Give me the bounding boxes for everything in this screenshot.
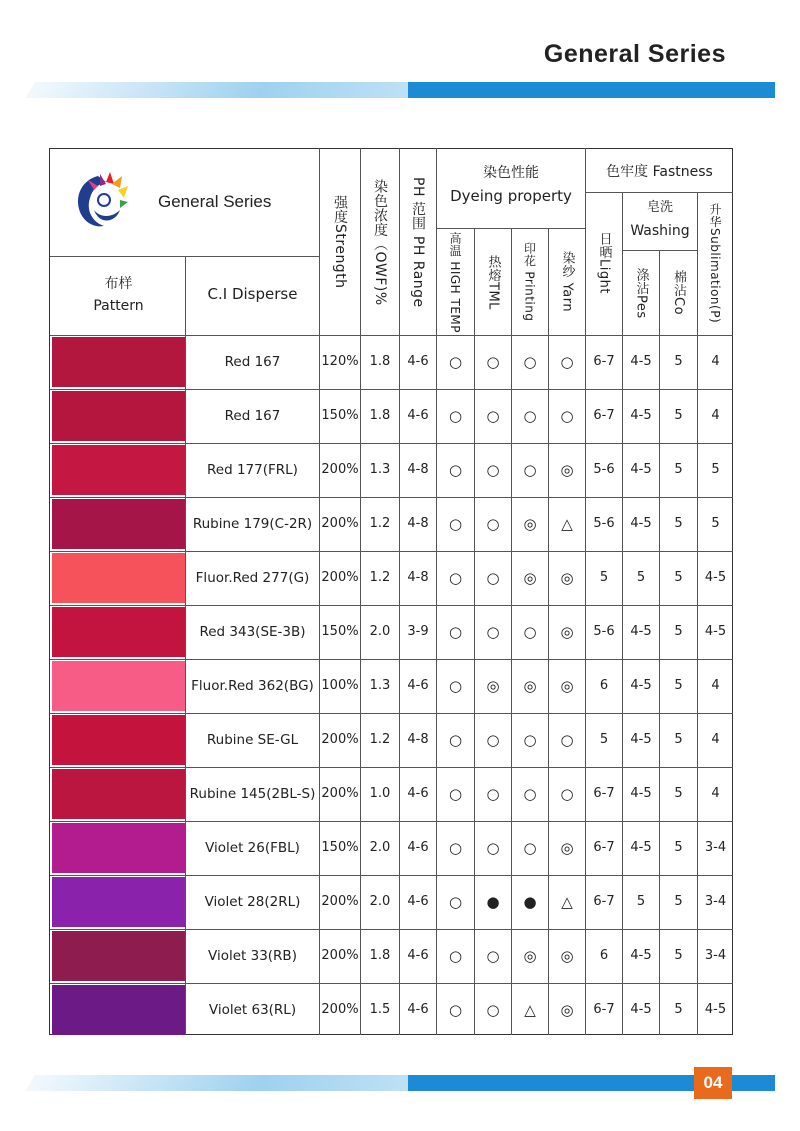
cell-yarn: ◎ <box>560 839 574 857</box>
cell-owf: 1.2 <box>369 732 391 748</box>
grid-line <box>622 192 623 1035</box>
logo-label: General Series <box>158 191 272 211</box>
cell-yarn: ○ <box>560 785 574 803</box>
cell-yarn: ○ <box>560 407 574 425</box>
pattern-swatch <box>52 769 185 819</box>
cell-strength: 100% <box>321 678 359 694</box>
cell-high-temp: ○ <box>448 893 463 911</box>
cell-co: 5 <box>674 786 683 802</box>
header-washing-cn: 皂洗 <box>646 200 673 216</box>
cell-high-temp: ○ <box>448 407 463 425</box>
cell-pes: 4-5 <box>630 1002 652 1018</box>
grid-line <box>50 983 733 984</box>
cell-sublimation: 3-4 <box>704 894 727 910</box>
cell-printing: ○ <box>523 623 537 641</box>
cell-printing: ◎ <box>523 569 537 587</box>
cell-printing: ◎ <box>523 947 537 965</box>
cell-yarn: ◎ <box>560 569 574 587</box>
cell-printing: ○ <box>523 461 537 479</box>
grid-line <box>50 605 733 606</box>
grid-line <box>50 713 733 714</box>
cell-strength: 120% <box>321 354 359 370</box>
cell-yarn: ○ <box>560 731 574 749</box>
cell-ph: 4-6 <box>407 948 429 964</box>
cell-yarn: △ <box>561 893 573 911</box>
header-sublimation: 升华Sublimation(P) <box>708 202 722 324</box>
cell-ci-name: Violet 28(2RL) <box>204 893 301 910</box>
grid-line <box>50 875 733 876</box>
cell-tml: ○ <box>486 731 500 749</box>
cell-sublimation: 4-5 <box>704 570 727 586</box>
cell-ph: 4-8 <box>407 516 429 532</box>
cell-light: 6-7 <box>593 408 615 424</box>
grid-line <box>185 335 186 1035</box>
cell-tml: ◎ <box>486 677 500 695</box>
header-tml: 热熔TML <box>485 254 501 310</box>
header-dyeing-cn: 染色性能 <box>483 164 539 181</box>
cell-yarn: ◎ <box>560 677 574 695</box>
cell-printing: ◎ <box>523 515 537 533</box>
cell-sublimation: 5 <box>711 462 720 478</box>
pattern-swatch <box>52 391 185 441</box>
header-ci-disperse: C.I Disperse <box>207 285 298 303</box>
cell-strength: 150% <box>321 624 359 640</box>
cell-ph: 4-8 <box>407 462 429 478</box>
cell-high-temp: ○ <box>448 731 463 749</box>
cell-tml: ○ <box>486 785 500 803</box>
cell-ph: 4-6 <box>407 894 429 910</box>
cell-ph: 4-6 <box>407 786 429 802</box>
pattern-swatch <box>52 499 185 549</box>
cell-yarn: ○ <box>560 353 574 371</box>
cell-light: 6-7 <box>593 840 615 856</box>
cell-strength: 200% <box>321 570 359 586</box>
cell-co: 5 <box>674 678 683 694</box>
cell-yarn: ◎ <box>560 461 574 479</box>
cell-high-temp: ○ <box>448 947 463 965</box>
cell-co: 5 <box>674 408 683 424</box>
cell-tml: ○ <box>486 407 500 425</box>
cell-co: 5 <box>674 732 683 748</box>
pattern-swatch <box>52 877 185 927</box>
cell-light: 5 <box>599 570 609 586</box>
cell-sublimation: 4 <box>711 354 720 370</box>
cell-ci-name: Red 167 <box>224 353 281 370</box>
cell-printing: ● <box>523 893 537 911</box>
cell-yarn: ◎ <box>560 947 574 965</box>
grid-line <box>436 148 437 1035</box>
cell-high-temp: ○ <box>448 515 463 533</box>
grid-line <box>360 148 361 1035</box>
cell-co: 5 <box>674 624 683 640</box>
cell-sublimation: 4 <box>711 408 720 424</box>
cell-light: 6-7 <box>593 354 615 370</box>
cell-high-temp: ○ <box>448 839 463 857</box>
cell-owf: 1.8 <box>369 948 391 964</box>
cell-sublimation: 4 <box>711 678 720 694</box>
cell-yarn: ◎ <box>560 623 574 641</box>
header-washing-en: Washing <box>630 222 690 239</box>
header-ph-range: PH 范围 PH Range <box>410 176 426 308</box>
cell-pes: 4-5 <box>630 732 652 748</box>
cell-high-temp: ○ <box>448 569 463 587</box>
header-pattern-en: Pattern <box>93 297 144 314</box>
cell-tml: ○ <box>486 461 500 479</box>
pattern-swatch <box>52 823 185 873</box>
header-strength: 强度Strength <box>332 195 348 289</box>
cell-co: 5 <box>674 894 683 910</box>
cell-printing: ○ <box>523 407 537 425</box>
cell-high-temp: ○ <box>448 677 463 695</box>
cell-strength: 200% <box>321 732 359 748</box>
cell-ph: 4-6 <box>407 1002 429 1018</box>
cell-tml: ○ <box>486 569 500 587</box>
cell-high-temp: ○ <box>448 461 463 479</box>
cell-light: 6-7 <box>593 786 615 802</box>
cell-ci-name: Rubine 145(2BL-S) <box>189 785 316 802</box>
cell-pes: 4-5 <box>630 408 652 424</box>
pattern-swatch <box>52 337 185 387</box>
cell-ph: 4-6 <box>407 408 429 424</box>
grid-line <box>548 228 549 1035</box>
cell-strength: 150% <box>321 840 359 856</box>
company-logo-icon <box>70 170 130 236</box>
cell-co: 5 <box>674 570 683 586</box>
cell-yarn: ◎ <box>560 1001 574 1019</box>
page-number-badge: 04 <box>694 1067 732 1099</box>
page-title: General Series <box>543 40 726 68</box>
header-co: 棉沾Co <box>671 270 686 316</box>
cell-tml: ● <box>486 893 500 911</box>
cell-ph: 4-6 <box>407 354 429 370</box>
cell-sublimation: 4-5 <box>704 1002 727 1018</box>
cell-light: 6 <box>599 678 609 694</box>
cell-pes: 5 <box>636 894 646 910</box>
cell-sublimation: 4-5 <box>704 624 727 640</box>
header-yarn: 染纱 Yarn <box>559 251 575 313</box>
pattern-swatch <box>52 931 185 981</box>
cell-owf: 1.0 <box>369 786 391 802</box>
cell-ph: 3-9 <box>407 624 429 640</box>
cell-co: 5 <box>674 462 683 478</box>
cell-pes: 4-5 <box>630 948 652 964</box>
cell-co: 5 <box>674 1002 683 1018</box>
header-fastness: 色牢度 Fastness <box>606 163 713 180</box>
cell-pes: 4-5 <box>630 624 652 640</box>
cell-owf: 2.0 <box>369 840 391 856</box>
cell-pes: 4-5 <box>630 678 652 694</box>
cell-ci-name: Fluor.Red 362(BG) <box>191 677 314 694</box>
grid-line <box>319 148 320 1035</box>
grid-line <box>50 497 733 498</box>
cell-co: 5 <box>674 948 683 964</box>
cell-light: 6-7 <box>593 894 615 910</box>
pattern-swatch <box>52 607 185 657</box>
cell-light: 6 <box>599 948 609 964</box>
cell-printing: △ <box>524 1001 536 1019</box>
cell-owf: 1.5 <box>369 1002 391 1018</box>
header-printing: 印花 Printing <box>522 242 537 322</box>
cell-owf: 1.8 <box>369 354 391 370</box>
footer-band-light <box>25 1075 419 1091</box>
cell-tml: ○ <box>486 839 500 857</box>
cell-ph: 4-6 <box>407 678 429 694</box>
cell-owf: 1.8 <box>369 408 391 424</box>
cell-sublimation: 3-4 <box>704 948 727 964</box>
header-high-temp: 高温 HIGH TEMP <box>448 231 462 333</box>
cell-ph: 4-8 <box>407 732 429 748</box>
header-dyeing-en: Dyeing property <box>450 187 572 205</box>
grid-line <box>623 250 697 251</box>
cell-owf: 1.2 <box>369 516 391 532</box>
cell-strength: 200% <box>321 516 359 532</box>
cell-yarn: △ <box>561 515 573 533</box>
pattern-swatch <box>52 661 185 711</box>
cell-printing: ○ <box>523 731 537 749</box>
cell-ci-name: Violet 26(FBL) <box>205 839 300 856</box>
grid-line <box>585 148 586 1035</box>
cell-strength: 150% <box>321 408 359 424</box>
grid-line <box>399 148 400 1035</box>
cell-sublimation: 3-4 <box>704 840 727 856</box>
pattern-swatch <box>52 715 185 765</box>
cell-strength: 200% <box>321 894 359 910</box>
header-band-light <box>25 82 419 98</box>
cell-ci-name: Red 343(SE-3B) <box>199 623 306 640</box>
cell-owf: 1.3 <box>369 462 391 478</box>
cell-printing: ○ <box>523 353 537 371</box>
cell-tml: ○ <box>486 515 500 533</box>
grid-line <box>50 551 733 552</box>
cell-owf: 1.3 <box>369 678 391 694</box>
cell-co: 5 <box>674 840 683 856</box>
cell-light: 5-6 <box>593 624 615 640</box>
cell-strength: 200% <box>321 462 359 478</box>
cell-printing: ○ <box>523 839 537 857</box>
cell-sublimation: 5 <box>711 516 720 532</box>
cell-high-temp: ○ <box>448 785 463 803</box>
cell-pes: 4-5 <box>630 840 652 856</box>
cell-ci-name: Red 167 <box>224 407 281 424</box>
cell-high-temp: ○ <box>448 623 463 641</box>
cell-ph: 4-8 <box>407 570 429 586</box>
cell-strength: 200% <box>321 786 359 802</box>
grid-line <box>511 228 512 1035</box>
cell-printing: ○ <box>523 785 537 803</box>
cell-co: 5 <box>674 516 683 532</box>
cell-owf: 2.0 <box>369 624 391 640</box>
grid-line <box>50 767 733 768</box>
pattern-swatch <box>52 985 185 1035</box>
pattern-swatch <box>52 445 185 495</box>
cell-light: 5-6 <box>593 516 615 532</box>
grid-line <box>50 335 733 336</box>
cell-sublimation: 4 <box>711 786 720 802</box>
cell-pes: 4-5 <box>630 786 652 802</box>
grid-line <box>474 228 475 1035</box>
grid-line <box>50 389 733 390</box>
cell-strength: 200% <box>321 1002 359 1018</box>
cell-light: 6-7 <box>593 1002 615 1018</box>
cell-strength: 200% <box>321 948 359 964</box>
grid-line <box>50 821 733 822</box>
cell-ph: 4-6 <box>407 840 429 856</box>
cell-co: 5 <box>674 354 683 370</box>
cell-owf: 1.2 <box>369 570 391 586</box>
cell-ci-name: Violet 33(RB) <box>208 947 297 964</box>
cell-ci-name: Red 177(FRL) <box>207 461 298 478</box>
grid-line <box>185 256 186 335</box>
cell-light: 5-6 <box>593 462 615 478</box>
cell-pes: 4-5 <box>630 516 652 532</box>
cell-light: 5 <box>599 732 609 748</box>
header-pes: 涤沾Pes <box>633 267 649 319</box>
cell-ci-name: Rubine SE-GL <box>206 731 299 748</box>
cell-high-temp: ○ <box>448 353 463 371</box>
cell-tml: ○ <box>486 947 500 965</box>
grid-line <box>50 659 733 660</box>
grid-line <box>697 192 698 1035</box>
cell-owf: 2.0 <box>369 894 391 910</box>
cell-pes: 4-5 <box>630 354 652 370</box>
cell-ci-name: Rubine 179(C-2R) <box>192 515 313 532</box>
cell-ci-name: Violet 63(RL) <box>208 1001 297 1018</box>
cell-pes: 4-5 <box>630 462 652 478</box>
cell-high-temp: ○ <box>448 1001 463 1019</box>
cell-ci-name: Fluor.Red 277(G) <box>195 569 310 586</box>
pattern-swatch <box>52 553 185 603</box>
cell-tml: ○ <box>486 1001 500 1019</box>
grid-line <box>50 443 733 444</box>
header-owf: 染色浓度（OWF)% <box>372 178 388 306</box>
cell-tml: ○ <box>486 623 500 641</box>
cell-printing: ◎ <box>523 677 537 695</box>
grid-line <box>50 929 733 930</box>
grid-line <box>659 250 660 1035</box>
header-pattern-cn: 布样 <box>104 275 133 292</box>
cell-sublimation: 4 <box>711 732 720 748</box>
cell-tml: ○ <box>486 353 500 371</box>
grid-line <box>586 192 733 193</box>
header-band-blue <box>408 82 775 98</box>
cell-pes: 5 <box>636 570 646 586</box>
header-light: 日晒Light <box>596 232 612 294</box>
